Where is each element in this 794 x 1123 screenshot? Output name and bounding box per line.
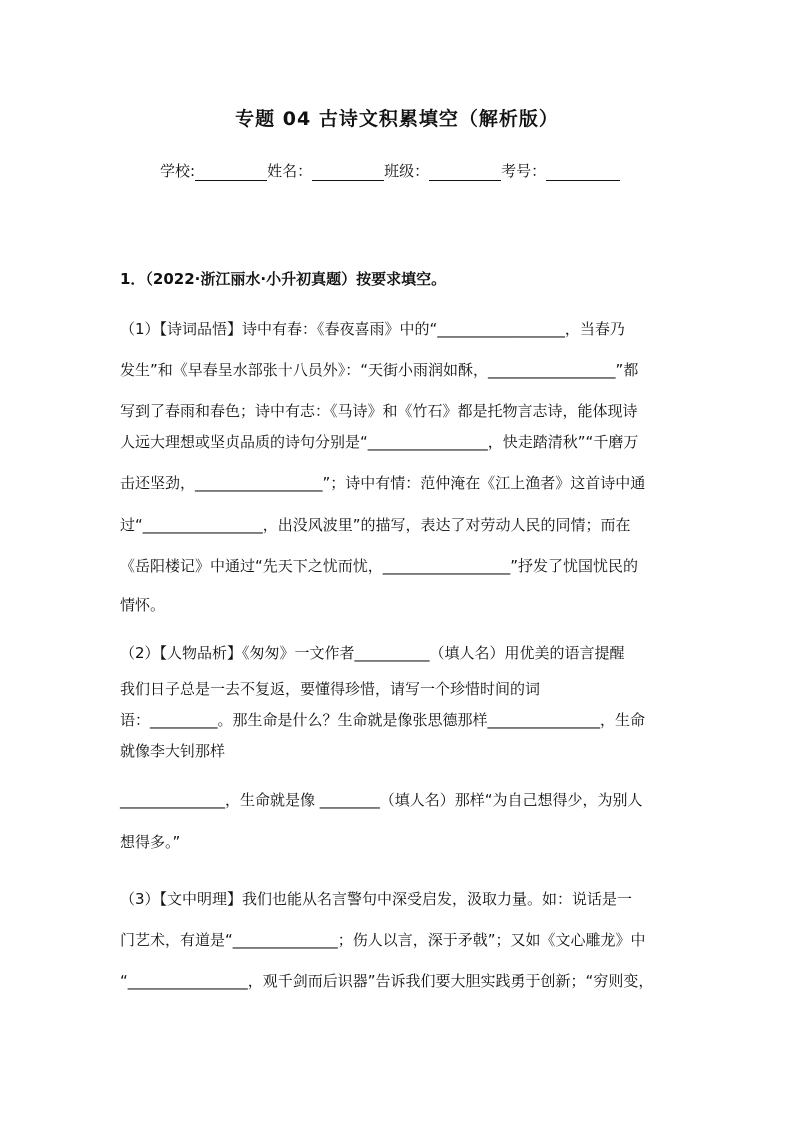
question-line: 语：_________。那生命是什么？生命就是像张思德那样_______________，生命 <box>120 711 646 729</box>
question-line: 人远大理想或坚贞品质的诗句分别是“________________，快走踏清秋”“千磨万 <box>120 433 639 451</box>
question-line: 《岳阳楼记》中通过“先天下之忧而忧，_________________”抒发了忧国忧民的 <box>120 557 639 575</box>
question-line: （1）【诗词品悟】诗中有春：《春夜喜雨》中的“_________________，当春乃 <box>120 320 625 338</box>
question-line: 情怀。 <box>120 596 166 614</box>
class-blank[interactable] <box>429 164 501 181</box>
question-line: 就像李大钊那样 <box>120 742 226 760</box>
question-line: 击还坚劲，_________________”；诗中有情：范仲淹在《江上渔者》这首诗中通 <box>120 474 646 492</box>
name-blank[interactable] <box>312 164 384 181</box>
question-line: 写到了春雨和春色；诗中有志：《马诗》和《竹石》都是托物言志诗，能体现诗 <box>120 402 638 420</box>
page-title: 专题 04 古诗文积累填空（解析版） <box>235 108 559 130</box>
question-heading: 1．（2022·浙江丽水·小升初真题）按要求填空。 <box>120 270 447 288</box>
question-line: 发生”和《早春呈水部张十八员外》：“天街小雨润如酥，_________________”都 <box>120 361 639 379</box>
question-line: ______________，生命就是像 ________（填人名）那样“为自己想得少，为别人 <box>120 791 643 809</box>
question-line: 过“________________，出没风波里”的描写，表达了对劳动人民的同情；而在 <box>120 516 631 534</box>
exam-no-label: 考号： <box>501 162 547 180</box>
question-line: “________________，观千剑而后识器”告诉我们要大胆实践勇于创新；“穷则变， <box>120 972 654 990</box>
student-info-line <box>160 160 620 181</box>
question-line: 想得多。” <box>120 833 181 851</box>
name-label: 姓名： <box>267 162 313 180</box>
school-blank[interactable] <box>195 164 267 181</box>
school-label: 学校: <box>160 162 196 180</box>
class-label: 班级： <box>384 162 430 180</box>
question-line: （2）【人物品析】《匆匆》一文作者__________（填人名）用优美的语言提醒 <box>120 644 625 662</box>
question-line: （3）【文中明理】我们也能从名言警句中深受启发，汲取力量。如：说话是一 <box>120 890 633 908</box>
question-line: 门艺术，有道是“______________；伤人以言，深于矛戟”；又如《文心雕龙》中 <box>120 931 646 949</box>
exam-no-blank[interactable] <box>546 164 620 181</box>
question-line: 我们日子总是一去不复返，要懂得珍惜，请写一个珍惜时间的词 <box>120 680 541 698</box>
